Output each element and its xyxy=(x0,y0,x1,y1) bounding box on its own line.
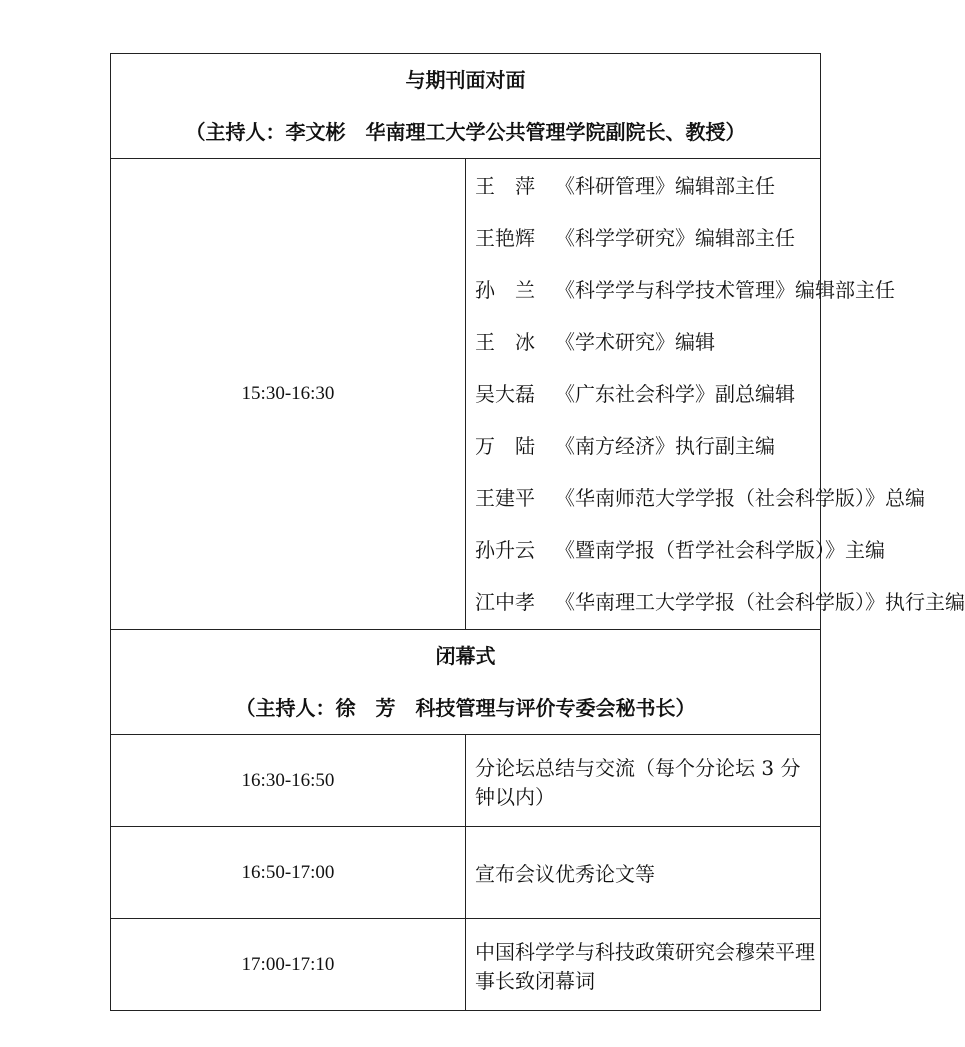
event-text: 宣布会议优秀论文等 xyxy=(466,827,821,919)
time-cell: 16:30-16:50 xyxy=(111,735,466,827)
member-role: 《科学学与科学技术管理》编辑部主任 xyxy=(555,278,895,302)
panel-list xyxy=(466,159,965,630)
panel-member xyxy=(475,472,925,524)
member-name: 王建平 xyxy=(475,486,535,510)
section-header xyxy=(111,54,821,159)
panel-member xyxy=(475,212,820,264)
member-role: 《华南理工大学学报（社会科学版）》执行主编 xyxy=(555,590,965,614)
section-header-row xyxy=(111,54,821,159)
member-role: 《学术研究》编辑 xyxy=(555,330,715,354)
panel-member xyxy=(475,524,885,576)
panel-member xyxy=(475,264,895,316)
panel-member xyxy=(475,160,820,212)
member-role: 《科学学研究》编辑部主任 xyxy=(555,226,795,250)
time-cell: 15:30-16:30 xyxy=(111,159,466,630)
panel-member xyxy=(475,576,965,628)
time-cell: 17:00-17:10 xyxy=(111,919,466,1011)
member-name: 万 陆 xyxy=(475,434,535,458)
member-name: 江中孝 xyxy=(475,590,535,614)
panel-member xyxy=(475,420,820,472)
member-role: 《华南师范大学学报（社会科学版）》总编 xyxy=(555,486,925,510)
section-title: 与期刊面对面 xyxy=(405,68,526,92)
member-name: 吴大磊 xyxy=(475,382,535,406)
event-text: 中国科学学与科技政策研究会穆荣平理事长致闭幕词 xyxy=(466,919,821,1011)
member-name: 王艳辉 xyxy=(475,226,535,250)
member-name: 王 萍 xyxy=(475,174,535,198)
event-row xyxy=(111,827,821,919)
section-title: 闭幕式 xyxy=(435,644,496,668)
member-role: 《暨南学报（哲学社会科学版）》主编 xyxy=(555,538,885,562)
member-name: 孙 兰 xyxy=(475,278,535,302)
event-text: 分论坛总结与交流（每个分论坛 3 分钟以内） xyxy=(466,735,821,827)
member-role: 《广东社会科学》副总编辑 xyxy=(555,382,795,406)
event-row xyxy=(111,735,821,827)
section-header-row xyxy=(111,630,821,735)
panel-member xyxy=(475,368,820,420)
member-name: 孙升云 xyxy=(475,538,535,562)
section-host: （主持人：徐 芳 科技管理与评价专委会秘书长） xyxy=(235,696,696,720)
section-header xyxy=(111,630,821,735)
panel-member xyxy=(475,316,820,368)
section-host: （主持人：李文彬 华南理工大学公共管理学院副院长、教授） xyxy=(185,120,746,144)
event-row xyxy=(111,919,821,1011)
panel-row xyxy=(111,159,821,630)
time-cell: 16:50-17:00 xyxy=(111,827,466,919)
member-role: 《南方经济》执行副主编 xyxy=(555,434,775,458)
member-role: 《科研管理》编辑部主任 xyxy=(555,174,775,198)
member-name: 王 冰 xyxy=(475,330,535,354)
schedule-table xyxy=(110,53,965,1011)
